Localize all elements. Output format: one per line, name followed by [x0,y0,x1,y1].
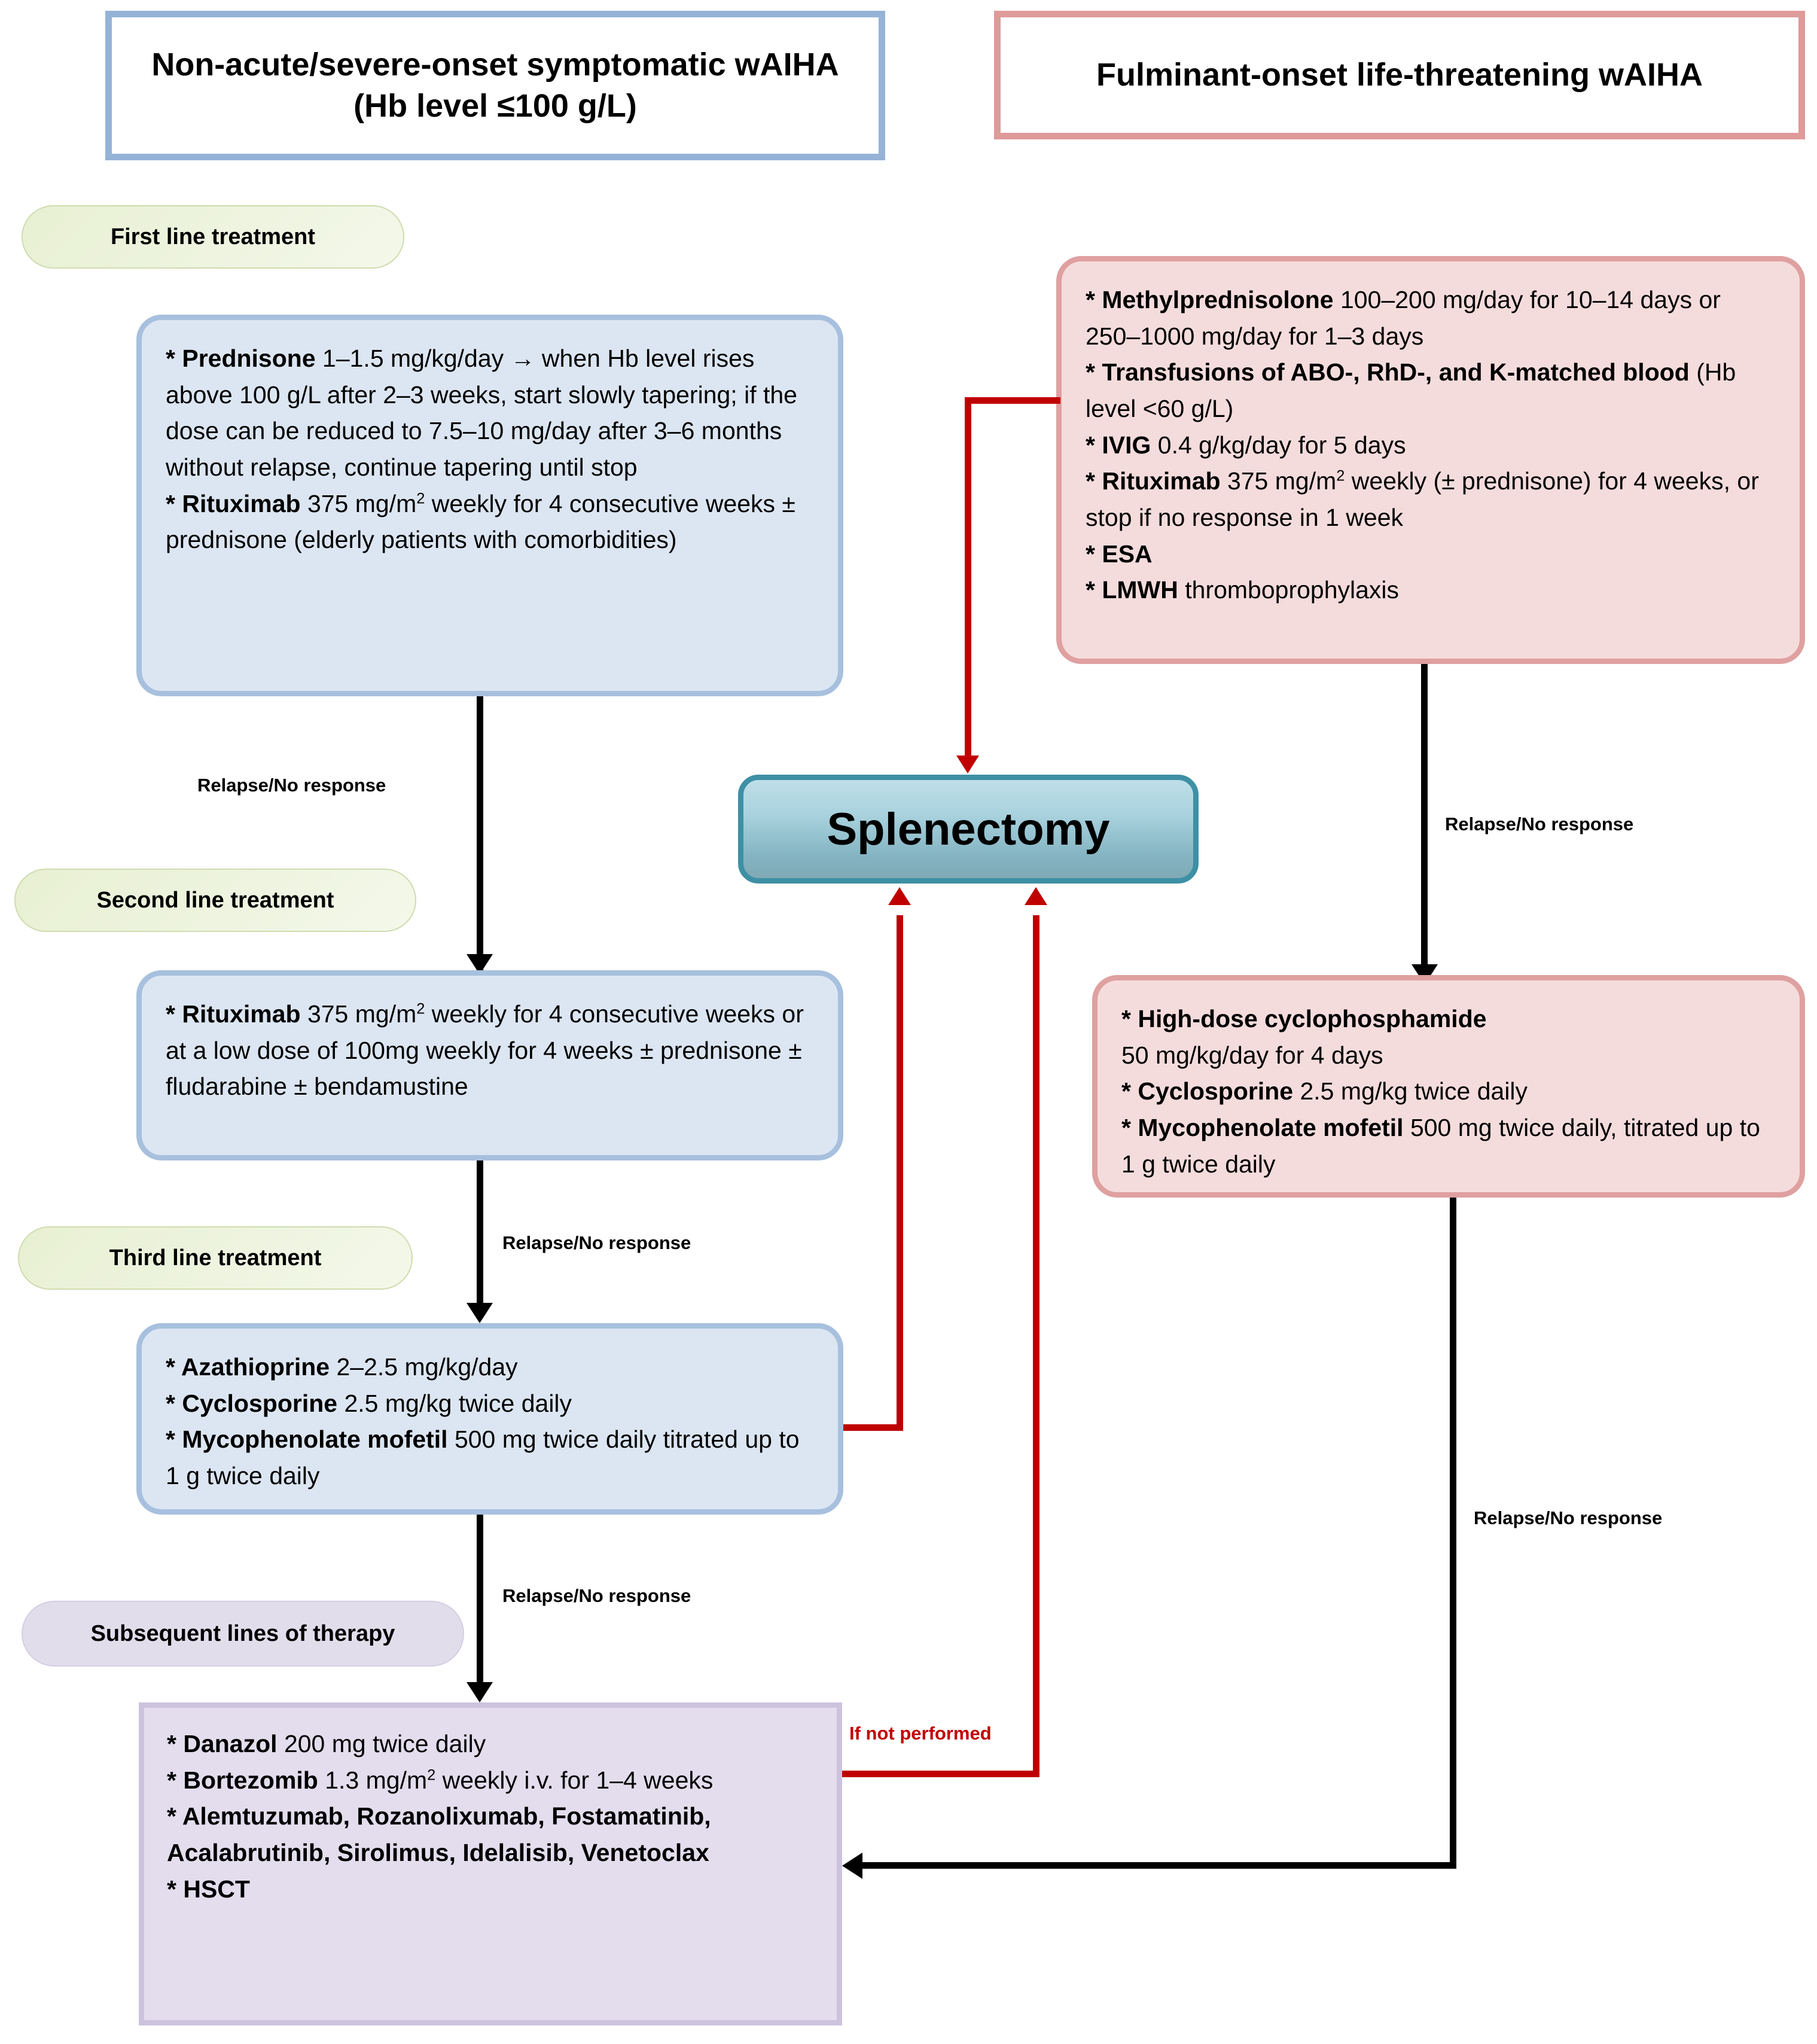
box-subsequent-item-2-label: * Alemtuzumab, Rozanolixumab, Fostamatinib, Acalabrutinib, Sirolimus, Idelalisib, Venetoclax [167,1802,711,1867]
box-subsequent-item-0-label: * Danazol [167,1730,278,1757]
box-third-line-treatment [136,1323,843,1515]
splenectomy-node [738,775,1199,884]
box-subsequent-item-0-text: 200 mg twice daily [277,1730,486,1757]
box-first-line-item-1 [166,486,814,558]
box-fulminant-second-item-0 [1121,1001,1776,1073]
stage-pill-third-line [18,1226,413,1290]
box-fulminant-first-item-0-text: 100–200 mg/day for 10–14 days or 250–1000 mg/day for 1–3 days [1086,286,1721,350]
connector-subsequent-to-splenectomy-arrowhead [1025,887,1047,905]
edge-label-relapse-2: Relapse/No response [502,1232,691,1253]
box-subsequent-item-0 [167,1726,814,1762]
connector-subsequent-to-splenectomy-vertical [1033,915,1039,1777]
box-fulminant-second-item-2-label: * Mycophenolate mofetil [1121,1114,1404,1142]
box-subsequent-item-3-label: * HSCT [167,1875,250,1903]
connector-third-to-subsequent [477,1515,483,1683]
stage-pill-second-line [14,869,416,932]
edge-label-relapse-5: Relapse/No response [1474,1507,1663,1528]
box-fulminant-first-item-0-label: * Methylprednisolone [1086,286,1334,313]
box-fulminant-first-item-5-text: thromboprophylaxis [1178,576,1400,604]
edge-label-relapse-3: Relapse/No response [502,1585,691,1606]
box-first-line-item-0-text: 1–1.5 mg/kg/day → when Hb level rises above 100 g/L after 2–3 weeks, start slowly tapering; if the dose can be reduced to 7.5–10 mg/day after 3–6 months without relapse, continue tapering until stop [166,345,797,482]
box-subsequent-item-1-text: 1.3 $mg/m^2$ weekly i.v. for 1–4 weeks [318,1766,714,1794]
connector-third-line-to-splenectomy-horizontal [843,1424,903,1431]
box-first-line-treatment [136,315,843,696]
splenectomy-label: Splenectomy [827,803,1110,855]
box-fulminant-first-item-3-label: * Rituximab [1086,467,1221,495]
stage-pill-second-line-label: Second line treatment [96,887,334,913]
box-third-line-item-1 [166,1385,814,1422]
connector-fulminant-second-to-subsequent-horizontal [861,1862,1456,1869]
stage-pill-first-line [22,205,404,269]
box-third-line-item-2-text: 500 mg twice daily titrated up to 1 g twice daily [166,1425,800,1490]
box-subsequent-item-2 [167,1798,814,1871]
box-fulminant-second-item-0-text: 50 mg/kg/day for 4 days [1121,1041,1383,1069]
connector-fulminant-to-splenectomy-horizontal [965,397,1060,404]
box-second-line-item-0-label: * Rituximab [166,1000,301,1028]
box-fulminant-first-item-5-label: * LMWH [1086,576,1178,604]
connector-second-to-third-line [477,1160,483,1304]
stage-pill-third-line-label: Third line treatment [109,1245,322,1271]
box-third-line-item-1-text: 2.5 mg/kg twice daily [337,1389,572,1417]
box-fulminant-first-item-3-text: 375 $mg/m^2$ weekly (± prednisone) for 4 weeks, or stop if no response in 1 week [1086,467,1759,532]
box-second-line-treatment [136,970,843,1160]
header-fulminant [994,11,1805,139]
stage-pill-first-line-label: First line treatment [110,224,316,249]
stage-pill-subsequent-lines-label: Subsequent lines of therapy [90,1620,395,1646]
box-fulminant-second-item-1 [1121,1073,1776,1110]
box-third-line-item-0-label: * Azathioprine [166,1353,330,1381]
box-subsequent-lines-therapy [139,1702,842,2025]
box-fulminant-first-item-5 [1086,572,1776,608]
box-fulminant-first-item-2-label: * IVIG [1086,431,1151,459]
connector-subsequent-to-splenectomy-horizontal [842,1771,1039,1777]
connector-fulminant-to-splenectomy-vertical [965,397,971,759]
box-fulminant-second-item-1-text: 2.5 mg/kg twice daily [1293,1077,1528,1105]
box-first-line-item-1-text: 375 $mg/m^2$ weekly for 4 consecutive weeks ± prednisone (elderly patients with comorbidities) [166,489,795,554]
box-first-line-item-0-label: * Prednisone [166,345,316,372]
header-fulminant-text: Fulminant-onset life-threatening wAIHA [1096,56,1703,93]
edge-label-relapse-1: Relapse/No response [197,775,386,796]
box-third-line-item-0-text: 2–2.5 mg/kg/day [330,1353,518,1381]
box-first-line-item-0 [166,340,814,486]
connector-third-to-subsequent-arrowhead [467,1682,493,1702]
box-fulminant-second-item-2-text: 500 mg twice daily, titrated up to 1 g twice daily [1121,1114,1760,1178]
box-fulminant-first-item-1-text: (Hb level <60 g/L) [1086,358,1736,423]
box-second-line-item-0 [166,996,814,1105]
edge-label-relapse-4: Relapse/No response [1445,814,1634,834]
connector-fulminant-first-to-second [1421,664,1428,981]
box-fulminant-first-item-2 [1086,427,1776,464]
connector-fulminant-to-splenectomy-arrowhead [956,756,979,773]
box-third-line-item-0 [166,1349,814,1385]
box-fulminant-first-item-1-label: * Transfusions of ABO-, RhD-, and K-matched blood [1086,358,1690,386]
connector-fulminant-second-to-subsequent-arrowhead [842,1853,862,1879]
box-third-line-item-2 [166,1421,814,1494]
box-third-line-item-2-label: * Mycophenolate mofetil [166,1425,448,1454]
header-non-acute-text: Non-acute/severe-onset symptomatic wAIHA (Hb level ≤100 g/L) [151,46,839,124]
stage-pill-subsequent-lines [22,1601,464,1667]
box-fulminant-first-item-3 [1086,463,1776,535]
box-subsequent-item-3 [167,1871,814,1908]
connector-third-line-to-splenectomy-vertical [897,915,903,1430]
box-fulminant-second-item-1-label: * Cyclosporine [1121,1077,1294,1105]
box-first-line-item-1-label: * Rituximab [166,489,301,517]
connector-fulminant-second-to-subsequent-vertical [1450,1198,1456,1869]
connector-third-line-to-splenectomy-arrowhead [888,887,911,905]
box-subsequent-item-1-label: * Bortezomib [167,1766,318,1794]
box-second-line-item-0-text: 375 $mg/m^2$ weekly for 4 consecutive weeks or at a low dose of 100mg weekly for 4 weeks ± prednisone ± fludarabine ± bendamustine [166,1000,804,1101]
box-fulminant-first-item-4-label: * ESA [1086,540,1153,568]
edge-label-if-not-performed: If not performed [849,1723,992,1744]
header-non-acute [105,11,885,160]
box-fulminant-first-item-4 [1086,536,1776,572]
box-subsequent-item-1 [167,1762,814,1799]
box-third-line-item-1-label: * Cyclosporine [166,1389,338,1417]
connector-first-to-second-line [477,696,483,971]
box-fulminant-second-item-2 [1121,1110,1776,1182]
box-fulminant-first-item-0 [1086,282,1776,354]
box-fulminant-second-item-0-label: * High-dose cyclophosphamide [1121,1005,1487,1032]
box-fulminant-first-item-2-text: 0.4 g/kg/day for 5 days [1151,431,1406,459]
box-fulminant-first-item-1 [1086,354,1776,427]
box-fulminant-second-line [1092,975,1805,1198]
box-fulminant-first-line [1056,256,1805,664]
connector-second-to-third-line-arrowhead [467,1303,493,1323]
